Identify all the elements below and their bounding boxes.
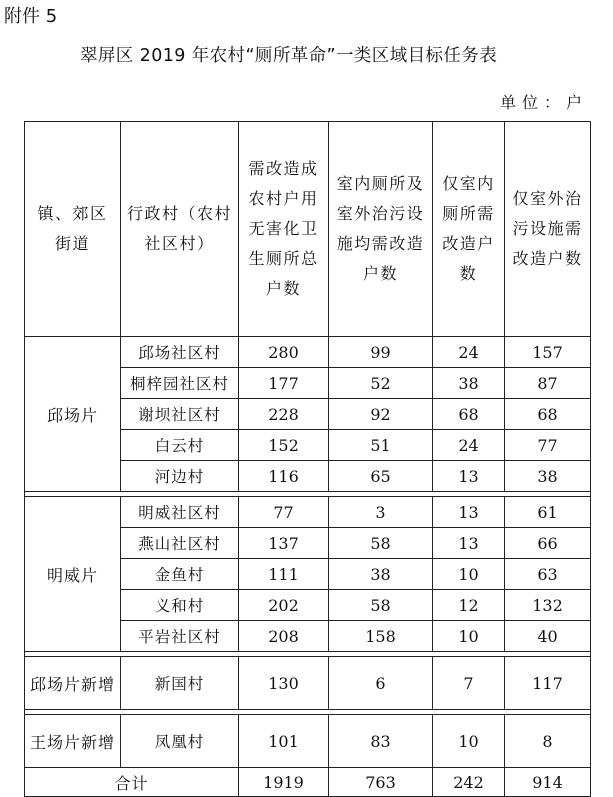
both-renovation-cell: 65 <box>329 461 433 492</box>
table-row <box>25 715 591 768</box>
both-renovation-cell: 58 <box>329 590 433 621</box>
total-households-cell: 116 <box>239 461 329 492</box>
town-cell: 明威片 <box>25 497 121 652</box>
target-task-table <box>24 121 591 797</box>
total-households-cell: 101 <box>239 715 329 768</box>
total-households-sum: 1919 <box>239 768 329 797</box>
page-title: 翠屏区 2019 年农村“厕所革命”一类区域目标任务表 <box>80 46 498 66</box>
outdoor-only-cell: 63 <box>505 559 591 590</box>
both-renovation-sum: 763 <box>329 768 433 797</box>
outdoor-only-cell: 38 <box>505 461 591 492</box>
total-households-cell: 111 <box>239 559 329 590</box>
both-renovation-cell: 92 <box>329 399 433 430</box>
total-households-cell: 202 <box>239 590 329 621</box>
total-households-cell: 280 <box>239 337 329 368</box>
both-renovation-cell: 99 <box>329 337 433 368</box>
town-cell: 邱场片新增 <box>25 657 121 710</box>
outdoor-only-cell: 40 <box>505 621 591 652</box>
outdoor-only-cell: 77 <box>505 430 591 461</box>
header-outdoor-only: 仅室外治污设施需改造户数 <box>505 122 591 337</box>
table-row <box>25 337 591 368</box>
header-town: 镇、郊区街道 <box>25 122 121 337</box>
outdoor-only-cell: 117 <box>505 657 591 710</box>
town-cell: 邱场片 <box>25 337 121 492</box>
indoor-only-cell: 7 <box>433 657 505 710</box>
indoor-only-cell: 13 <box>433 461 505 492</box>
both-renovation-cell: 158 <box>329 621 433 652</box>
indoor-only-sum: 242 <box>433 768 505 797</box>
indoor-only-cell: 10 <box>433 621 505 652</box>
header-village: 行政村（农村社区村） <box>121 122 239 337</box>
village-cell: 河边村 <box>121 461 239 492</box>
village-cell: 明威社区村 <box>121 497 239 528</box>
total-households-cell: 130 <box>239 657 329 710</box>
both-renovation-cell: 83 <box>329 715 433 768</box>
header-indoor-only: 仅室内厕所需改造户数 <box>433 122 505 337</box>
village-cell: 桐梓园社区村 <box>121 368 239 399</box>
outdoor-only-sum: 914 <box>505 768 591 797</box>
total-households-cell: 152 <box>239 430 329 461</box>
total-households-cell: 77 <box>239 497 329 528</box>
outdoor-only-cell: 68 <box>505 399 591 430</box>
table-row <box>25 657 591 710</box>
total-households-cell: 177 <box>239 368 329 399</box>
village-cell: 邱场社区村 <box>121 337 239 368</box>
indoor-only-cell: 13 <box>433 497 505 528</box>
both-renovation-cell: 3 <box>329 497 433 528</box>
indoor-only-cell: 38 <box>433 368 505 399</box>
village-cell: 义和村 <box>121 590 239 621</box>
total-households-cell: 137 <box>239 528 329 559</box>
outdoor-only-cell: 61 <box>505 497 591 528</box>
village-cell: 燕山社区村 <box>121 528 239 559</box>
total-label-cell: 合计 <box>25 768 239 797</box>
indoor-only-cell: 68 <box>433 399 505 430</box>
outdoor-only-cell: 87 <box>505 368 591 399</box>
village-cell: 金鱼村 <box>121 559 239 590</box>
table-body <box>25 337 591 797</box>
indoor-only-cell: 12 <box>433 590 505 621</box>
village-cell: 平岩社区村 <box>121 621 239 652</box>
header-total-households: 需改造成农村户用无害化卫生厕所总户数 <box>239 122 329 337</box>
outdoor-only-cell: 8 <box>505 715 591 768</box>
both-renovation-cell: 52 <box>329 368 433 399</box>
both-renovation-cell: 6 <box>329 657 433 710</box>
outdoor-only-cell: 132 <box>505 590 591 621</box>
indoor-only-cell: 24 <box>433 430 505 461</box>
both-renovation-cell: 51 <box>329 430 433 461</box>
indoor-only-cell: 10 <box>433 559 505 590</box>
village-cell: 谢坝社区村 <box>121 399 239 430</box>
indoor-only-cell: 24 <box>433 337 505 368</box>
village-cell: 白云村 <box>121 430 239 461</box>
table-total-row <box>25 768 591 797</box>
indoor-only-cell: 10 <box>433 715 505 768</box>
village-cell: 凤凰村 <box>121 715 239 768</box>
table-row <box>25 497 591 528</box>
total-households-cell: 208 <box>239 621 329 652</box>
town-cell: 王场片新增 <box>25 715 121 768</box>
indoor-only-cell: 13 <box>433 528 505 559</box>
total-households-cell: 228 <box>239 399 329 430</box>
both-renovation-cell: 58 <box>329 528 433 559</box>
attachment-label: 附件 5 <box>4 6 58 27</box>
header-both-renovation: 室内厕所及室外治污设施均需改造户数 <box>329 122 433 337</box>
outdoor-only-cell: 66 <box>505 528 591 559</box>
outdoor-only-cell: 157 <box>505 337 591 368</box>
unit-label: 单位：户 <box>500 93 589 112</box>
village-cell: 新国村 <box>121 657 239 710</box>
both-renovation-cell: 38 <box>329 559 433 590</box>
table-header-row <box>25 122 591 337</box>
